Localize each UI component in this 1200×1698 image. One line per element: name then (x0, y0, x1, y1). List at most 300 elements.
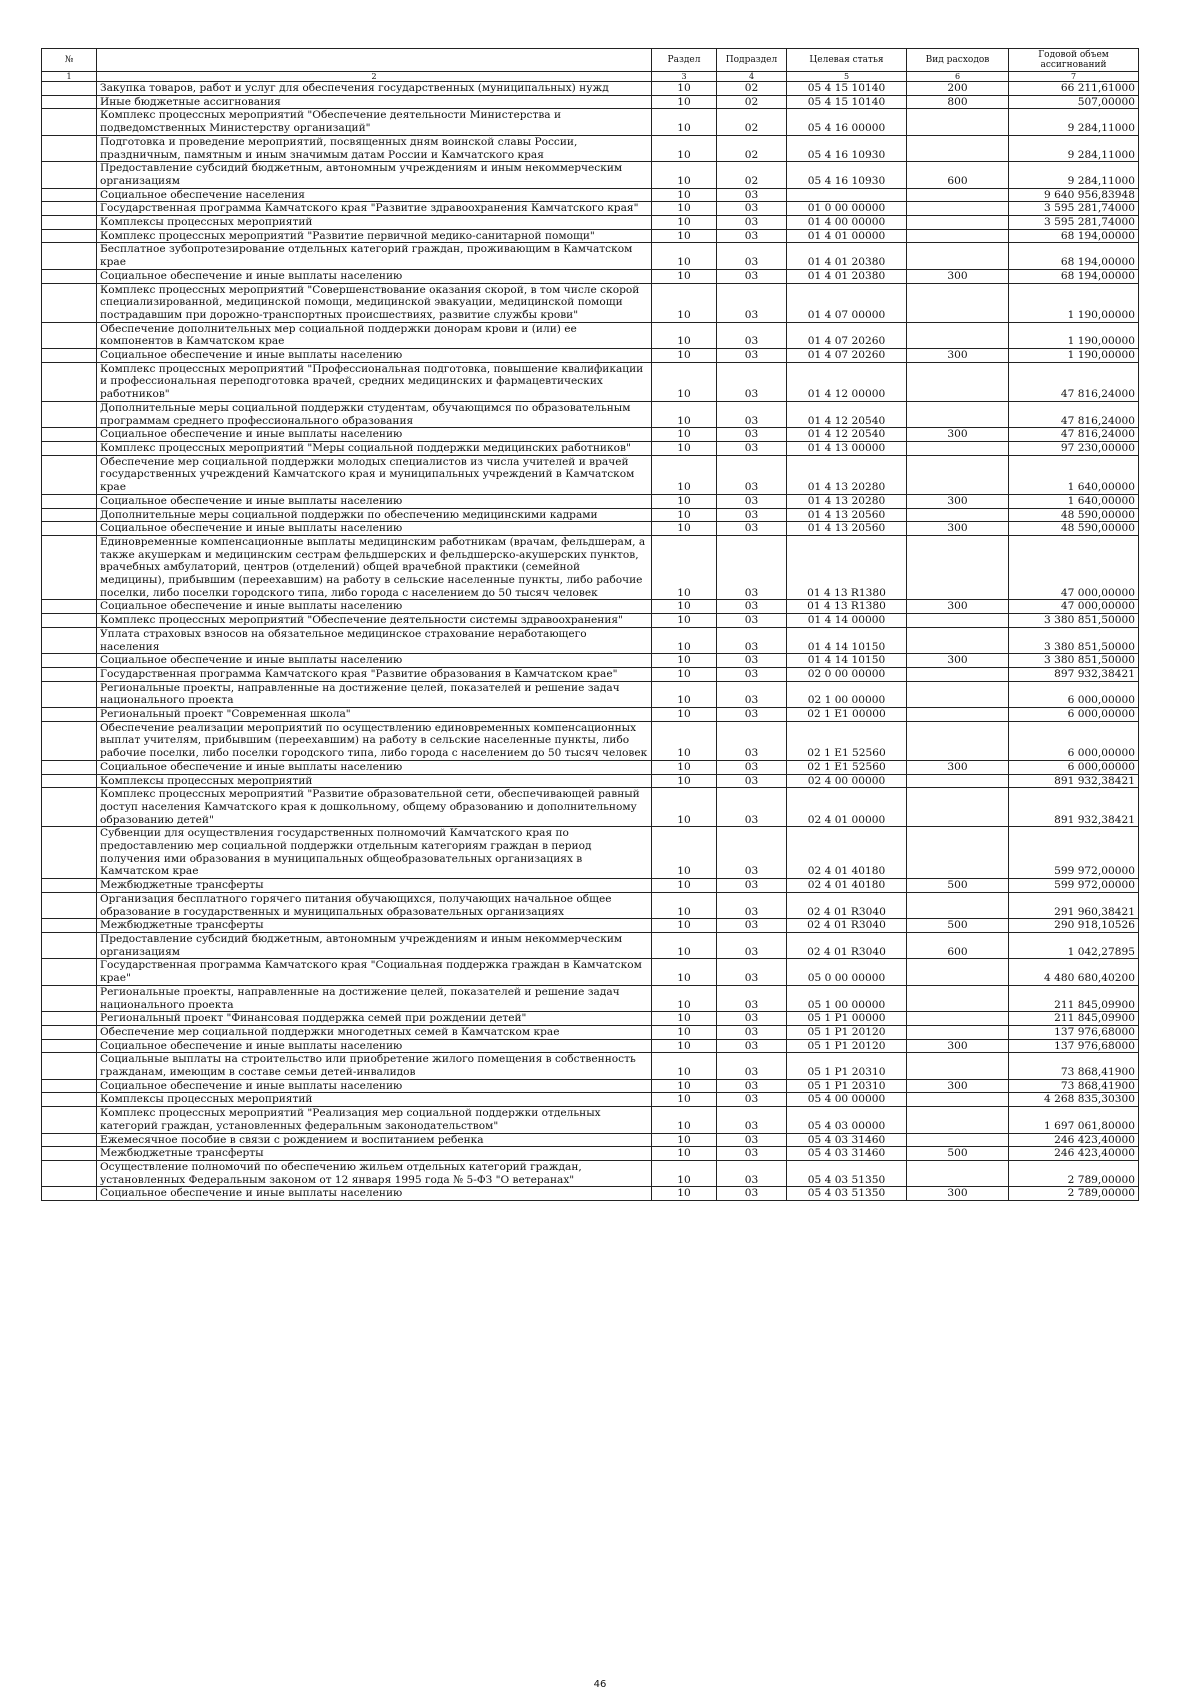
row-podrazdel-cell: 03 (717, 216, 787, 230)
row-razdel-cell: 10 (652, 1012, 717, 1026)
row-expense-type-cell: 300 (907, 1039, 1009, 1053)
table-row (42, 229, 1139, 243)
row-name-cell: Комплекс процессных мероприятий "Меры социальной поддержки медицинских работников" (97, 441, 652, 455)
row-podrazdel-cell: 03 (717, 614, 787, 628)
row-name-cell: Социальное обеспечение и иные выплаты населению (97, 522, 652, 536)
row-target-article-cell: 02 4 01 00000 (787, 788, 907, 827)
row-amount-cell: 1 190,00000 (1009, 322, 1139, 348)
row-podrazdel-cell: 03 (717, 243, 787, 269)
table-row (42, 349, 1139, 363)
row-razdel-cell: 10 (652, 188, 717, 202)
row-razdel-cell: 10 (652, 95, 717, 109)
row-amount-cell: 290 918,10526 (1009, 919, 1139, 933)
row-number-cell (42, 1107, 97, 1133)
row-expense-type-cell: 500 (907, 919, 1009, 933)
header-target-article: Целевая статья (787, 49, 907, 72)
row-expense-type-cell: 300 (907, 654, 1009, 668)
row-amount-cell: 3 380 851,50000 (1009, 654, 1139, 668)
row-name-cell: Предоставление субсидий бюджетным, автономным учреждениям и иным некоммерческим организациям (97, 933, 652, 959)
row-expense-type-cell (907, 892, 1009, 918)
row-target-article-cell: 01 4 13 20560 (787, 522, 907, 536)
row-target-article-cell: 02 4 01 40180 (787, 879, 907, 893)
row-target-article-cell: 01 4 07 20260 (787, 349, 907, 363)
row-amount-cell: 4 480 680,40200 (1009, 959, 1139, 985)
row-expense-type-cell (907, 959, 1009, 985)
table-row (42, 1160, 1139, 1186)
column-number: 1 (42, 72, 97, 82)
column-number: 2 (97, 72, 652, 82)
row-razdel-cell: 10 (652, 933, 717, 959)
row-razdel-cell: 10 (652, 1039, 717, 1053)
row-expense-type-cell (907, 1053, 1009, 1079)
row-amount-cell: 599 972,00000 (1009, 879, 1139, 893)
table-row (42, 508, 1139, 522)
row-amount-cell: 47 816,24000 (1009, 401, 1139, 427)
row-target-article-cell: 01 4 12 00000 (787, 362, 907, 401)
row-expense-type-cell: 600 (907, 933, 1009, 959)
row-expense-type-cell (907, 721, 1009, 760)
row-podrazdel-cell: 03 (717, 1012, 787, 1026)
row-name-cell: Социальное обеспечение и иные выплаты населению (97, 1187, 652, 1201)
row-amount-cell: 9 284,11000 (1009, 109, 1139, 135)
row-target-article-cell: 01 4 01 00000 (787, 229, 907, 243)
table-row (42, 627, 1139, 653)
row-number-cell (42, 627, 97, 653)
row-razdel-cell: 10 (652, 919, 717, 933)
row-number-cell (42, 202, 97, 216)
column-number-row (42, 72, 1139, 82)
row-razdel-cell: 10 (652, 243, 717, 269)
row-name-cell: Комплекс процессных мероприятий "Обеспечение деятельности Министерства и подведомственных Министерству организаций" (97, 109, 652, 135)
table-row (42, 269, 1139, 283)
row-amount-cell: 137 976,68000 (1009, 1025, 1139, 1039)
row-name-cell: Единовременные компенсационные выплаты медицинским работникам (врачам, фельдшерам, а также акушеркам и медицинским сестрам фельдшерских и фельдшерско-акушерских пунктов, врачебных амбулаторий, центров (отделений) общей врачебной практики (семейной медицины), прибывшим (переехавшим) на работу в сельские населенные пункты, либо рабочие поселки, либо поселки городского типа, либо города с населением до 50 тысяч человек (97, 535, 652, 600)
row-podrazdel-cell: 03 (717, 522, 787, 536)
column-number: 5 (787, 72, 907, 82)
row-expense-type-cell (907, 322, 1009, 348)
row-name-cell: Межбюджетные трансферты (97, 919, 652, 933)
row-amount-cell: 2 789,00000 (1009, 1187, 1139, 1201)
table-row (42, 1147, 1139, 1161)
row-target-article-cell: 05 1 P1 20120 (787, 1039, 907, 1053)
row-amount-cell: 3 595 281,74000 (1009, 202, 1139, 216)
row-podrazdel-cell: 03 (717, 933, 787, 959)
row-podrazdel-cell: 03 (717, 322, 787, 348)
row-podrazdel-cell: 03 (717, 494, 787, 508)
row-name-cell: Социальное обеспечение и иные выплаты населению (97, 654, 652, 668)
row-name-cell: Социальное обеспечение и иные выплаты населению (97, 1039, 652, 1053)
row-razdel-cell: 10 (652, 708, 717, 722)
row-razdel-cell: 10 (652, 229, 717, 243)
row-razdel-cell: 10 (652, 109, 717, 135)
row-expense-type-cell: 300 (907, 600, 1009, 614)
row-podrazdel-cell: 03 (717, 349, 787, 363)
row-amount-cell: 6 000,00000 (1009, 721, 1139, 760)
row-amount-cell: 897 932,38421 (1009, 667, 1139, 681)
row-target-article-cell: 01 4 07 20260 (787, 322, 907, 348)
table-row (42, 788, 1139, 827)
table-row (42, 362, 1139, 401)
row-podrazdel-cell: 03 (717, 667, 787, 681)
row-name-cell: Осуществление полномочий по обеспечению жильем отдельных категорий граждан, установленных Федеральным законом от 12 января 1995 года № 5-ФЗ "О ветеранах" (97, 1160, 652, 1186)
table-row (42, 933, 1139, 959)
row-target-article-cell: 02 1 00 00000 (787, 681, 907, 707)
row-razdel-cell: 10 (652, 721, 717, 760)
row-podrazdel-cell: 02 (717, 162, 787, 188)
row-number-cell (42, 708, 97, 722)
row-razdel-cell: 10 (652, 162, 717, 188)
row-number-cell (42, 892, 97, 918)
row-amount-cell: 6 000,00000 (1009, 681, 1139, 707)
row-target-article-cell: 05 4 16 00000 (787, 109, 907, 135)
row-amount-cell: 48 590,00000 (1009, 508, 1139, 522)
row-razdel-cell: 10 (652, 760, 717, 774)
row-amount-cell: 891 932,38421 (1009, 788, 1139, 827)
row-amount-cell: 211 845,09900 (1009, 1012, 1139, 1026)
column-number: 4 (717, 72, 787, 82)
table-row (42, 1012, 1139, 1026)
table-row (42, 82, 1139, 96)
row-number-cell (42, 774, 97, 788)
row-podrazdel-cell: 03 (717, 1093, 787, 1107)
row-razdel-cell: 10 (652, 216, 717, 230)
table-row (42, 654, 1139, 668)
row-target-article-cell: 01 4 00 00000 (787, 216, 907, 230)
row-target-article-cell: 05 4 15 10140 (787, 82, 907, 96)
row-razdel-cell: 10 (652, 135, 717, 161)
row-target-article-cell: 01 4 13 00000 (787, 441, 907, 455)
table-row (42, 322, 1139, 348)
row-number-cell (42, 760, 97, 774)
column-number: 3 (652, 72, 717, 82)
row-amount-cell: 97 230,00000 (1009, 441, 1139, 455)
budget-table (41, 48, 1139, 1201)
table-row (42, 216, 1139, 230)
row-number-cell (42, 667, 97, 681)
table-row (42, 162, 1139, 188)
row-number-cell (42, 721, 97, 760)
row-name-cell: Комплексы процессных мероприятий (97, 774, 652, 788)
row-target-article-cell: 01 4 13 20280 (787, 455, 907, 494)
row-expense-type-cell (907, 135, 1009, 161)
row-amount-cell: 1 190,00000 (1009, 283, 1139, 322)
row-razdel-cell: 10 (652, 1093, 717, 1107)
row-number-cell (42, 216, 97, 230)
row-name-cell: Государственная программа Камчатского края "Развитие здравоохранения Камчатского края" (97, 202, 652, 216)
row-podrazdel-cell: 03 (717, 1025, 787, 1039)
row-razdel-cell: 10 (652, 349, 717, 363)
row-expense-type-cell (907, 455, 1009, 494)
row-name-cell: Комплекс процессных мероприятий "Развитие образовательной сети, обеспечивающей равный доступ населения Камчатского края к дошкольному, общему образованию и дополнительному образованию детей" (97, 788, 652, 827)
row-podrazdel-cell: 03 (717, 879, 787, 893)
row-podrazdel-cell: 03 (717, 362, 787, 401)
row-razdel-cell: 10 (652, 428, 717, 442)
table-row (42, 188, 1139, 202)
row-podrazdel-cell: 03 (717, 721, 787, 760)
row-expense-type-cell: 300 (907, 1187, 1009, 1201)
row-expense-type-cell: 200 (907, 82, 1009, 96)
row-target-article-cell: 05 1 P1 20310 (787, 1079, 907, 1093)
row-target-article-cell: 01 4 12 20540 (787, 428, 907, 442)
row-number-cell (42, 1025, 97, 1039)
row-podrazdel-cell: 03 (717, 892, 787, 918)
row-razdel-cell: 10 (652, 1187, 717, 1201)
row-expense-type-cell (907, 627, 1009, 653)
row-target-article-cell: 01 0 00 00000 (787, 202, 907, 216)
page-number: 46 (593, 1679, 607, 1690)
row-amount-cell: 1 697 061,80000 (1009, 1107, 1139, 1133)
row-amount-cell: 68 194,00000 (1009, 269, 1139, 283)
table-row (42, 985, 1139, 1011)
row-name-cell: Региональный проект "Финансовая поддержка семей при рождении детей" (97, 1012, 652, 1026)
row-expense-type-cell (907, 1093, 1009, 1107)
row-number-cell (42, 654, 97, 668)
row-name-cell: Социальное обеспечение и иные выплаты населению (97, 494, 652, 508)
table-row (42, 1093, 1139, 1107)
table-row (42, 892, 1139, 918)
table-row (42, 441, 1139, 455)
row-number-cell (42, 614, 97, 628)
table-row (42, 1039, 1139, 1053)
row-target-article-cell: 01 4 14 00000 (787, 614, 907, 628)
row-razdel-cell: 10 (652, 82, 717, 96)
row-amount-cell: 2 789,00000 (1009, 1160, 1139, 1186)
row-name-cell: Комплекс процессных мероприятий "Совершенствование оказания скорой, в том числе скорой специализированной, медицинской помощи, медицинской эвакуации, медицинской помощи пострадавшим при дорожно-транспортных происшествиях, развитие службы крови" (97, 283, 652, 322)
row-amount-cell: 48 590,00000 (1009, 522, 1139, 536)
row-name-cell: Региональные проекты, направленные на достижение целей, показателей и решение задач национального проекта (97, 985, 652, 1011)
row-podrazdel-cell: 03 (717, 654, 787, 668)
row-target-article-cell: 01 4 13 R1380 (787, 600, 907, 614)
header-name (97, 49, 652, 72)
row-name-cell: Обеспечение реализации мероприятий по осуществлению единовременных компенсационных выплат учителям, прибывшим (переехавшим) на работу в сельские населенные пункты, либо рабочие поселки, либо поселки городского типа, либо города с населением до 50 тысяч человек (97, 721, 652, 760)
row-razdel-cell: 10 (652, 441, 717, 455)
table-row (42, 1053, 1139, 1079)
header-podrazdel: Подраздел (717, 49, 787, 72)
row-number-cell (42, 162, 97, 188)
row-target-article-cell: 01 4 07 00000 (787, 283, 907, 322)
row-target-article-cell: 05 0 00 00000 (787, 959, 907, 985)
row-amount-cell: 73 868,41900 (1009, 1053, 1139, 1079)
row-razdel-cell: 10 (652, 627, 717, 653)
row-number-cell (42, 283, 97, 322)
row-number-cell (42, 243, 97, 269)
table-row (42, 1025, 1139, 1039)
table-row (42, 774, 1139, 788)
row-target-article-cell: 05 4 00 00000 (787, 1093, 907, 1107)
row-expense-type-cell (907, 243, 1009, 269)
row-number-cell (42, 322, 97, 348)
row-podrazdel-cell: 03 (717, 202, 787, 216)
row-number-cell (42, 95, 97, 109)
row-number-cell (42, 428, 97, 442)
row-expense-type-cell: 300 (907, 760, 1009, 774)
row-podrazdel-cell: 03 (717, 455, 787, 494)
row-name-cell: Государственная программа Камчатского края "Развитие образования в Камчатском крае" (97, 667, 652, 681)
row-number-cell (42, 827, 97, 879)
row-target-article-cell: 01 4 14 10150 (787, 627, 907, 653)
row-razdel-cell: 10 (652, 362, 717, 401)
row-number-cell (42, 349, 97, 363)
row-name-cell: Региональные проекты, направленные на достижение целей, показателей и решение задач национального проекта (97, 681, 652, 707)
row-amount-cell: 246 423,40000 (1009, 1147, 1139, 1161)
table-row (42, 401, 1139, 427)
row-razdel-cell: 10 (652, 614, 717, 628)
row-razdel-cell: 10 (652, 202, 717, 216)
table-header-row (42, 49, 1139, 72)
table-row (42, 1187, 1139, 1201)
row-name-cell: Организация бесплатного горячего питания обучающихся, получающих начальное общее образование в государственных и муниципальных образовательных организациях (97, 892, 652, 918)
row-podrazdel-cell: 03 (717, 959, 787, 985)
row-name-cell: Предоставление субсидий бюджетным, автономным учреждениям и иным некоммерческим организациям (97, 162, 652, 188)
row-expense-type-cell (907, 216, 1009, 230)
row-amount-cell: 1 190,00000 (1009, 349, 1139, 363)
row-expense-type-cell (907, 362, 1009, 401)
row-amount-cell: 246 423,40000 (1009, 1133, 1139, 1147)
row-name-cell: Межбюджетные трансферты (97, 879, 652, 893)
row-number-cell (42, 109, 97, 135)
row-target-article-cell: 01 4 01 20380 (787, 269, 907, 283)
row-name-cell: Подготовка и проведение мероприятий, посвященных дням воинской славы России, праздничным, памятным и иным значимым датам России и Камчатского края (97, 135, 652, 161)
row-razdel-cell: 10 (652, 455, 717, 494)
row-name-cell: Социальное обеспечение и иные выплаты населению (97, 760, 652, 774)
row-amount-cell: 1 640,00000 (1009, 455, 1139, 494)
row-podrazdel-cell: 03 (717, 600, 787, 614)
row-target-article-cell: 02 1 E1 52560 (787, 721, 907, 760)
row-target-article-cell: 02 4 01 R3040 (787, 919, 907, 933)
table-row (42, 243, 1139, 269)
row-target-article-cell: 01 4 14 10150 (787, 654, 907, 668)
row-number-cell (42, 788, 97, 827)
row-razdel-cell: 10 (652, 667, 717, 681)
row-expense-type-cell (907, 535, 1009, 600)
row-amount-cell: 47 816,24000 (1009, 428, 1139, 442)
row-amount-cell: 3 595 281,74000 (1009, 216, 1139, 230)
row-expense-type-cell (907, 708, 1009, 722)
row-target-article-cell: 05 1 P1 20120 (787, 1025, 907, 1039)
table-row (42, 600, 1139, 614)
row-expense-type-cell (907, 229, 1009, 243)
row-razdel-cell: 10 (652, 892, 717, 918)
row-name-cell: Бесплатное зубопротезирование отдельных категорий граждан, проживающим в Камчатском крае (97, 243, 652, 269)
row-expense-type-cell: 300 (907, 1079, 1009, 1093)
row-amount-cell: 47 000,00000 (1009, 600, 1139, 614)
row-number-cell (42, 401, 97, 427)
row-amount-cell: 599 972,00000 (1009, 827, 1139, 879)
row-target-article-cell: 01 4 13 20280 (787, 494, 907, 508)
table-row (42, 879, 1139, 893)
row-name-cell: Ежемесячное пособие в связи с рождением и воспитанием ребенка (97, 1133, 652, 1147)
row-podrazdel-cell: 03 (717, 788, 787, 827)
row-podrazdel-cell: 03 (717, 708, 787, 722)
row-expense-type-cell: 300 (907, 349, 1009, 363)
row-expense-type-cell: 300 (907, 494, 1009, 508)
row-razdel-cell: 10 (652, 1147, 717, 1161)
row-podrazdel-cell: 03 (717, 441, 787, 455)
table-row (42, 428, 1139, 442)
row-expense-type-cell (907, 1133, 1009, 1147)
row-razdel-cell: 10 (652, 985, 717, 1011)
row-razdel-cell: 10 (652, 322, 717, 348)
header-number: № (42, 49, 97, 72)
table-row (42, 283, 1139, 322)
row-expense-type-cell: 500 (907, 1147, 1009, 1161)
row-amount-cell: 891 932,38421 (1009, 774, 1139, 788)
row-target-article-cell: 05 1 00 00000 (787, 985, 907, 1011)
row-podrazdel-cell: 03 (717, 627, 787, 653)
row-podrazdel-cell: 03 (717, 535, 787, 600)
row-podrazdel-cell: 03 (717, 1039, 787, 1053)
row-expense-type-cell: 300 (907, 269, 1009, 283)
row-expense-type-cell (907, 188, 1009, 202)
row-podrazdel-cell: 03 (717, 760, 787, 774)
row-razdel-cell: 10 (652, 654, 717, 668)
row-podrazdel-cell: 03 (717, 681, 787, 707)
header-razdel: Раздел (652, 49, 717, 72)
row-name-cell: Социальное обеспечение и иные выплаты населению (97, 269, 652, 283)
row-expense-type-cell (907, 1107, 1009, 1133)
row-razdel-cell: 10 (652, 959, 717, 985)
row-name-cell: Социальные выплаты на строительство или приобретение жилого помещения в собственность гражданам, имеющим в составе семьи детей-инвалидов (97, 1053, 652, 1079)
row-expense-type-cell (907, 109, 1009, 135)
row-expense-type-cell (907, 788, 1009, 827)
row-amount-cell: 4 268 835,30300 (1009, 1093, 1139, 1107)
row-number-cell (42, 441, 97, 455)
row-amount-cell: 6 000,00000 (1009, 708, 1139, 722)
row-amount-cell: 9 640 956,83948 (1009, 188, 1139, 202)
table-row (42, 919, 1139, 933)
row-name-cell: Комплекс процессных мероприятий "Реализация мер социальной поддержки отдельных категорий граждан, установленных федеральным законодательством" (97, 1107, 652, 1133)
row-podrazdel-cell: 03 (717, 1160, 787, 1186)
row-podrazdel-cell: 03 (717, 827, 787, 879)
row-name-cell: Уплата страховых взносов на обязательное медицинское страхование неработающего населения (97, 627, 652, 653)
row-number-cell (42, 455, 97, 494)
row-number-cell (42, 1079, 97, 1093)
row-expense-type-cell (907, 827, 1009, 879)
row-number-cell (42, 269, 97, 283)
row-amount-cell: 291 960,38421 (1009, 892, 1139, 918)
row-target-article-cell: 05 4 03 51350 (787, 1160, 907, 1186)
row-number-cell (42, 1039, 97, 1053)
row-name-cell: Закупка товаров, работ и услуг для обеспечения государственных (муниципальных) нужд (97, 82, 652, 96)
row-razdel-cell: 10 (652, 1053, 717, 1079)
row-target-article-cell: 02 4 00 00000 (787, 774, 907, 788)
row-name-cell: Социальное обеспечение и иные выплаты населению (97, 349, 652, 363)
row-name-cell: Дополнительные меры социальной поддержки студентам, обучающимся по образовательным программам среднего профессионального образования (97, 401, 652, 427)
row-amount-cell: 1 042,27895 (1009, 933, 1139, 959)
row-target-article-cell: 02 1 E1 00000 (787, 708, 907, 722)
row-target-article-cell (787, 188, 907, 202)
row-podrazdel-cell: 03 (717, 774, 787, 788)
row-razdel-cell: 10 (652, 774, 717, 788)
row-amount-cell: 1 640,00000 (1009, 494, 1139, 508)
row-target-article-cell: 02 4 01 40180 (787, 827, 907, 879)
row-amount-cell: 6 000,00000 (1009, 760, 1139, 774)
row-razdel-cell: 10 (652, 269, 717, 283)
row-amount-cell: 9 284,11000 (1009, 135, 1139, 161)
row-number-cell (42, 508, 97, 522)
row-target-article-cell: 02 4 01 R3040 (787, 892, 907, 918)
row-number-cell (42, 959, 97, 985)
row-expense-type-cell (907, 1025, 1009, 1039)
row-number-cell (42, 1093, 97, 1107)
row-name-cell: Субвенции для осуществления государственных полномочий Камчатского края по предоставлению мер социальной поддержки отдельным категориям граждан в период получения ими образования в муниципальных общеобразовательных организациях в Камчатском крае (97, 827, 652, 879)
row-podrazdel-cell: 03 (717, 188, 787, 202)
table-row (42, 959, 1139, 985)
row-razdel-cell: 10 (652, 879, 717, 893)
row-target-article-cell: 05 4 16 10930 (787, 135, 907, 161)
row-target-article-cell: 01 4 13 R1380 (787, 535, 907, 600)
row-number-cell (42, 1147, 97, 1161)
